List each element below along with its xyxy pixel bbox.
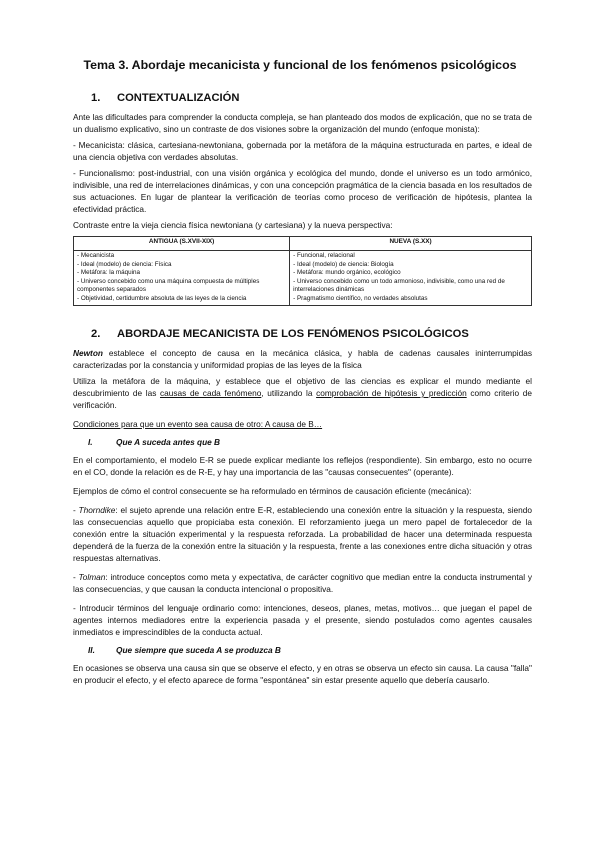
paragraph-funcionalismo: - Funcionalismo: post-industrial, con una visión orgánica y ecológica del mundo, donde el universo es un todo armónico, indivisible, una red de interrelaciones dinámicas, y con una concepción pragmática de la ciencia basada en los resultados de sus actuaciones. En lugar de plantear la verificación de teorías como proceso de verificación de hipótesis, plantea la efectividad práctica. — [73, 168, 532, 214]
table-line: - Ideal (modelo) de ciencia: Física — [77, 260, 172, 268]
table-line: - Pragmatismo científico, no verdades absolutas — [293, 294, 428, 302]
paragraph-comportamiento: En el comportamiento, el modelo E-R se puede explicar mediante los reflejos (respondiente). Sin embargo, esto no ocurre en el CO, donde la relación es de R-E, y hay una importancia de las "causas consecuentes" (operante). — [73, 455, 532, 477]
paragraph-ocasiones: En ocasiones se observa una causa sin que se observe el efecto, y en otras se observa un efecto sin causa. La causa "falla" en producir el efecto, y el efecto aparece de forma "espontánea" sin estar presente aquello que debería causarlo. — [73, 663, 532, 685]
table-line: - Universo concebido como una máquina compuesta de múltiples componentes separados — [77, 277, 260, 294]
name-tolman: Tolman — [78, 572, 106, 582]
table-header-antigua: ANTIGUA (S.XVII-XIX) — [74, 237, 290, 251]
paragraph-condiciones: Condiciones para que un evento sea causa de otro: A causa de B… — [73, 419, 323, 429]
section-number: 2. — [91, 328, 101, 340]
name-thorndike: Thorndike — [78, 505, 116, 515]
table-cell-nueva — [290, 251, 532, 306]
underlined-causas: causas de cada fenómeno — [160, 388, 262, 398]
table-cell-antigua — [74, 251, 290, 306]
table-line: - Funcional, relacional — [293, 252, 355, 259]
section-contextualizacion — [73, 92, 532, 306]
comparison-table — [73, 236, 532, 306]
table-line: - Objetividad, certidumbre absoluta de las leyes de la ciencia — [77, 294, 247, 302]
section-heading-1 — [73, 92, 532, 104]
section-number: 1. — [91, 92, 101, 104]
paragraph-mecanicista: - Mecanicista: clásica, cartesiana-newtoniana, gobernada por la metáfora de la máquina estructurada en partes, e ideal de una ciencia objetiva con verdades absolutas. — [73, 140, 532, 162]
section-title: ABORDAJE MECANICISTA DE LOS FENÓMENOS PSICOLÓGICOS — [117, 328, 469, 340]
paragraph-intro: Ante las dificultades para comprender la conducta compleja, se han planteado dos modos de explicación, que no se trata de un dualismo explicativo, sino un contraste de dos visiones sobre la organización del mundo (enfoque monista): — [73, 112, 532, 134]
paragraph-thorndike: - Thorndike: el sujeto aprende una relación entre E-R, estableciendo una conexión entre la situación y la respuesta, siendo las consecuencias aquello que propiciaba esta conexión. El reforzamiento juega un mero papel de fortalecedor de la conexión entre la situación experimental y la respuesta reforzada. La probabilidad de hacer una determinada respuesta dependerá de la fuerza de la conexión entre la situación y la respuesta, frente a las conexiones entre dicha situación y otras respuestas alternativas. — [73, 505, 532, 563]
table-header-nueva: NUEVA (S.XX) — [290, 237, 532, 251]
subheading-2: II. Que siempre que suceda A se produzca B — [88, 645, 281, 655]
section-title: CONTEXTUALIZACIÓN — [117, 92, 240, 104]
paragraph-tolman: - Tolman: introduce conceptos como meta y expectativa, de carácter cognitivo que median entre la conducta instrumental y las consecuencias, y que causan la conducta intencional o propositiva. — [73, 572, 532, 594]
section-heading-2 — [73, 328, 532, 340]
paragraph-ejemplos: Ejemplos de cómo el control consecuente se ha reformulado en términos de causación eficiente (mecánica): — [73, 486, 472, 496]
table-line: - Metáfora: mundo orgánico, ecológico — [293, 269, 401, 277]
table-line: - Metáfora: la máquina — [77, 269, 140, 277]
page-title: Tema 3. Abordaje mecanicista y funcional de los fenómenos psicológicos — [83, 58, 517, 72]
section-abordaje-mecanicista — [73, 328, 532, 686]
paragraph-maquina: Utiliza la metáfora de la máquina, y establece que el objetivo de las ciencias es explicar el mundo mediante el descubrimiento de las causas de cada fenómeno, utilizando la comprobación de hipótesis y predicción como criterio de verificación. — [73, 376, 533, 410]
underlined-comprobacion: comprobación de hipótesis y predicción — [316, 388, 467, 398]
paragraph-lenguaje: - Introducir términos del lenguaje ordinario como: intenciones, deseos, planes, metas, motivos… que juegan el papel de agentes internos mediadores entre la experiencia pasada y el presente, siendo postulados como agentes causales inmediatos e imprescindibles de la conducta actual. — [73, 603, 532, 637]
subheading-1: I. Que A suceda antes que B — [88, 437, 221, 447]
table-line: - Ideal (modelo) de ciencia: Biología — [293, 260, 394, 268]
table-line: - Universo concebido como un todo armonioso, indivisible, como una red de interrelaciones dinámicas — [293, 277, 505, 294]
paragraph-newton: Newton establece el concepto de causa en la mecánica clásica, y habla de cadenas causales ininterrumpidas caracterizadas por la constancia y uniformidad propias de las leyes de la física — [73, 348, 532, 370]
name-newton: Newton — [73, 348, 103, 358]
table-line: - Mecanicista — [77, 252, 115, 259]
paragraph-contraste: Contraste entre la vieja ciencia física newtoniana (y cartesiana) y la nueva perspectiva: — [73, 220, 393, 230]
